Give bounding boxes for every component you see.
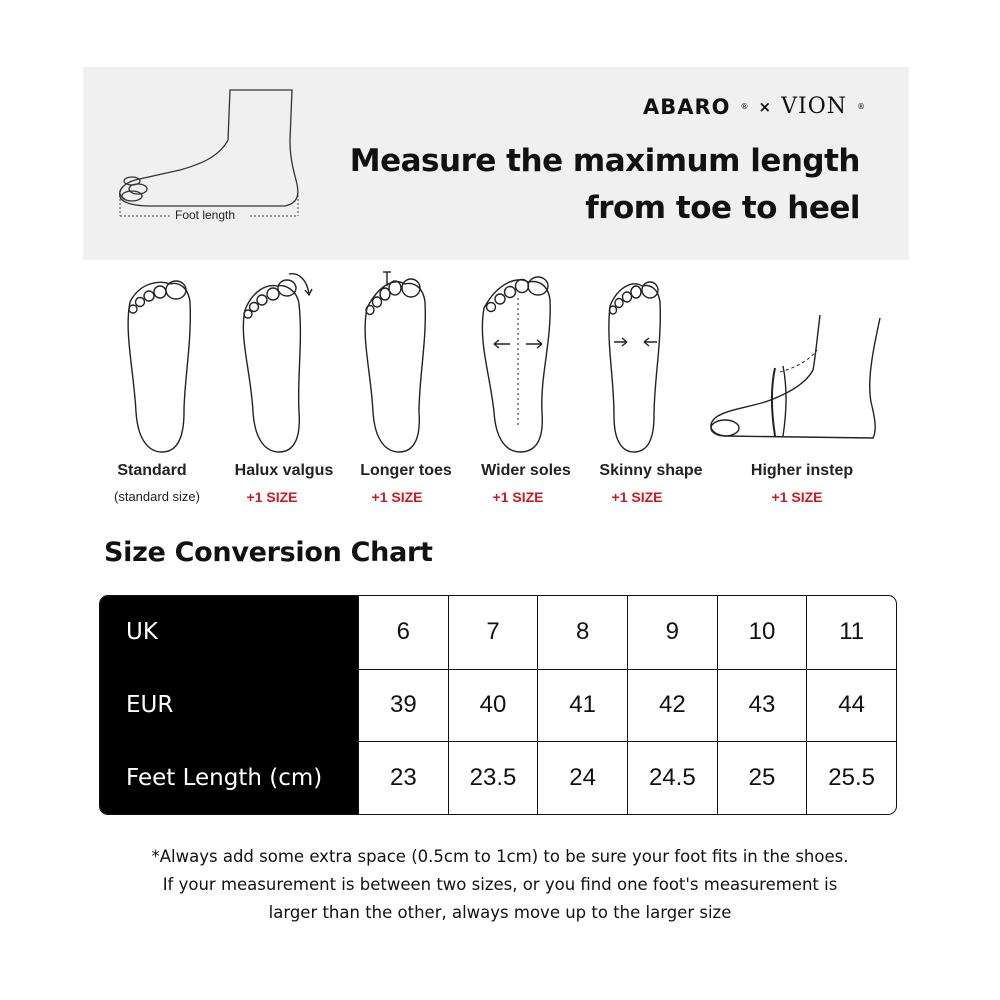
wider-soles-foot-icon [478,268,560,453]
table-cell: 8 [537,596,627,669]
footnote-line-1: *Always add some extra space (0.5cm to 1cm) to be sure your foot fits in the shoes. [151,847,849,866]
size-note-wider-soles: +1 SIZE [492,489,544,505]
size-chart-title: Size Conversion Chart [104,537,433,568]
size-note-skinny-shape: +1 SIZE [611,489,663,505]
row-header-feet-length: Feet Length (cm) [100,741,358,814]
table-cell: 23.5 [448,741,538,814]
skinny-shape-foot-icon [600,272,670,457]
table-cell: 9 [627,596,717,669]
size-note-halux-valgus: +1 SIZE [246,489,298,505]
headline-line-1: Measure the maximum length [349,143,860,179]
sizing-footnote [50,843,950,927]
table-cell: 43 [717,669,807,742]
higher-instep-foot-icon [705,310,885,455]
brand-vion: VION [781,94,847,119]
foot-type-higher-instep: Higher instep [750,462,854,479]
brand-abaro: ABARO [643,94,731,119]
row-header-eur: EUR [100,669,358,742]
size-note-standard: (standard size) [114,489,200,504]
table-cell: 25.5 [806,741,896,814]
table-cell: 25 [717,741,807,814]
size-note-longer-toes: +1 SIZE [371,489,423,505]
standard-foot-icon [120,272,200,457]
longer-toes-foot-icon [357,268,437,453]
table-cell: 41 [537,669,627,742]
table-cell: 24 [537,741,627,814]
table-cell: 7 [448,596,538,669]
brand-logo [643,94,865,119]
table-cell: 6 [358,596,448,669]
foot-length-label: Foot length [175,208,236,222]
foot-type-standard: Standard [117,462,187,479]
foot-type-longer-toes: Longer toes [360,462,452,479]
footnote-line-3: larger than the other, always move up to the larger size [268,903,732,922]
foot-type-wider-soles: Wider soles [481,462,571,479]
footnote-line-2: If your measurement is between two sizes, or you find one foot's measurement is [162,875,838,894]
table-cell: 11 [806,596,896,669]
registered-mark-icon: ® [857,102,865,111]
table-cell: 23 [358,741,448,814]
table-cell: 42 [627,669,717,742]
registered-mark-icon: ® [740,102,749,111]
row-header-uk: UK [100,596,358,669]
size-conversion-table [99,595,897,815]
brand-separator: × [758,97,772,116]
hallux-valgus-foot-icon [237,268,317,453]
headline-line-2: from toe to heel [585,190,860,226]
table-cell: 24.5 [627,741,717,814]
table-cell: 40 [448,669,538,742]
foot-type-halux-valgus: Halux valgus [234,462,334,479]
table-cell: 10 [717,596,807,669]
table-cell: 44 [806,669,896,742]
foot-type-skinny-shape: Skinny shape [599,462,703,479]
table-cell: 39 [358,669,448,742]
measure-headline [350,138,860,232]
size-note-higher-instep: +1 SIZE [771,489,823,505]
